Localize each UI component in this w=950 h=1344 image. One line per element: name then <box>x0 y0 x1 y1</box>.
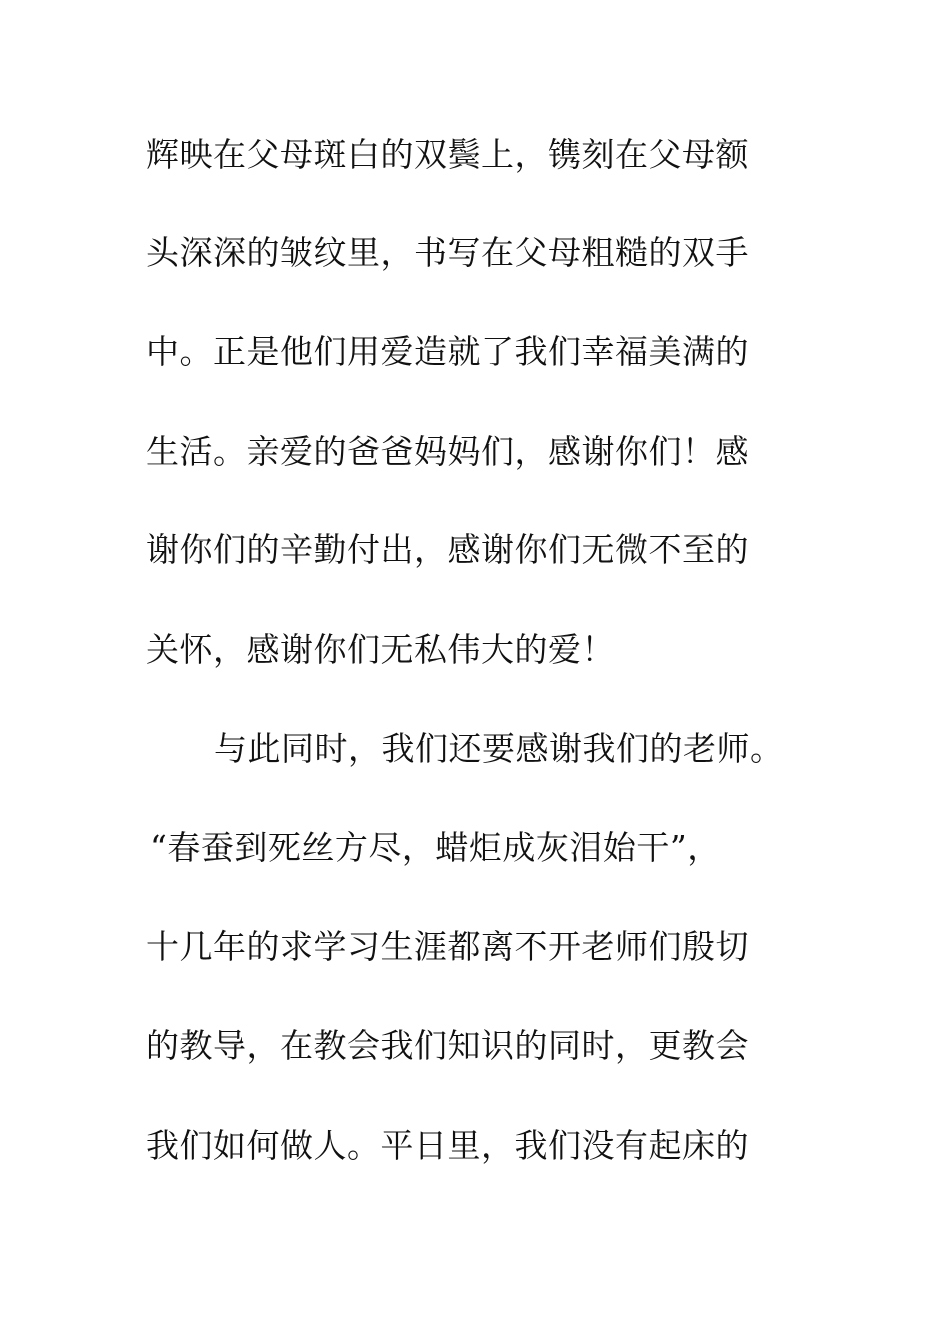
text-line: 关怀，感谢你们无私伟大的爱！ <box>146 630 615 669</box>
text-line: 的教导，在教会我们知识的同时，更教会 <box>146 1026 749 1065</box>
text-line: 中。正是他们用爱造就了我们幸福美满的 <box>146 332 749 371</box>
text-line: 十几年的求学习生涯都离不开老师们殷切 <box>146 927 749 966</box>
text-line: 谢你们的辛勤付出，感谢你们无微不至的 <box>146 530 749 569</box>
text-line: 辉映在父母斑白的双鬓上，镌刻在父母额 <box>146 135 749 174</box>
text-line: 我们如何做人。平日里，我们没有起床的 <box>146 1126 749 1165</box>
paragraph-start-line: 与此同时，我们还要感谢我们的老师。 <box>214 729 784 768</box>
text-line: 头深深的皱纹里，书写在父母粗糙的双手 <box>146 233 749 272</box>
text-line: 生活。亲爱的爸爸妈妈们，感谢你们！感 <box>146 432 749 471</box>
quote-line: “春蚕到死丝方尽，蜡炬成灰泪始干”， <box>150 828 721 867</box>
